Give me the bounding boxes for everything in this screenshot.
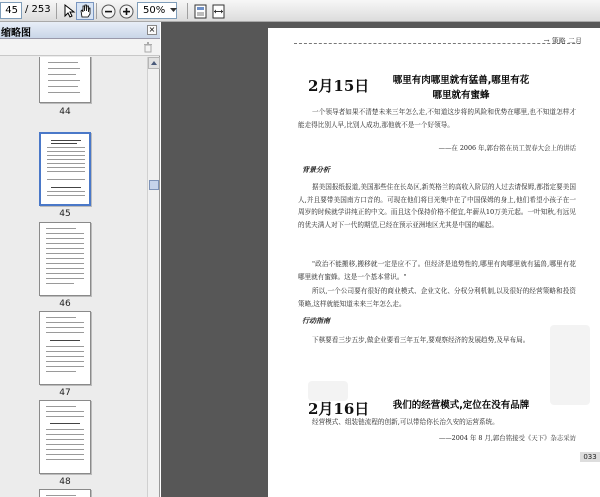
hand-icon bbox=[78, 4, 92, 18]
scrollbar-thumb[interactable] bbox=[149, 180, 159, 190]
zoom-out-icon bbox=[101, 4, 116, 19]
thumbnail-label: 47 bbox=[59, 388, 71, 398]
zoom-level-input[interactable]: 50% bbox=[137, 2, 177, 19]
entry-quote: 一个领导者如果不清楚未来三年怎么走,不知道这步将的风险和优势在哪里,也不知道怎样才能走得比别人早,比别人成功,那他就不是一个好领导。 bbox=[298, 108, 576, 129]
thumbnail-page[interactable] bbox=[39, 132, 91, 206]
entry-date: 2月15日 bbox=[308, 77, 370, 95]
thumbnail-page[interactable] bbox=[39, 311, 91, 385]
panel-title: 缩略图 bbox=[1, 28, 31, 39]
chevron-down-icon bbox=[170, 8, 177, 13]
toolbar bbox=[0, 0, 600, 22]
entry-signature: ——2004 年 8 月,郭台铭接受《天下》杂志采访 bbox=[438, 434, 576, 442]
panel-tools bbox=[0, 39, 160, 56]
entry-title-line: 哪里就有蜜蜂 bbox=[432, 90, 490, 101]
entry-quote: 经营模式、组装链流程的创新,可以带给你长治久安的运营系统。 bbox=[312, 418, 499, 426]
thumbnail-panel bbox=[0, 22, 160, 497]
hand-tool-button[interactable] bbox=[76, 2, 94, 20]
thumbnail-label: 46 bbox=[59, 299, 71, 309]
document-area[interactable] bbox=[161, 22, 600, 497]
body-paragraph: 下棋要看三步五步,做企业要看三年五年,要观察经济的发展趋势,及早布局。 bbox=[312, 336, 530, 344]
body-paragraph: 所以,一个公司要有很好的商业模式、企业文化、分权分利机制,以及很好的经营策略和投资策略,这样就能知道未来三年怎么走。 bbox=[298, 287, 576, 308]
cursor-icon bbox=[62, 4, 76, 18]
toolbar-separator bbox=[56, 3, 57, 19]
document-page bbox=[268, 28, 600, 497]
chevron-up-icon bbox=[149, 58, 159, 68]
entry-title bbox=[368, 73, 554, 103]
body-paragraph: 据美国报纸报道,美国那些住在长岛区,新英格兰的高收入阶层的人过去请保姆,都指定要美国人,并且要带美国南方口音的。可现在他们将目光集中在了中国保姆的身上,他们希望小孩子在一周岁的时候就学讲纯正的中文。而且这个保持价格不便宜,年薪从10万美元起。一叶知秋,有远见的优夫满人对下一代的期望,已经在预示亚洲地区尤其是中国的崛起。 bbox=[298, 183, 576, 229]
section-heading: 背景分析 bbox=[302, 165, 330, 174]
thumbnail-scrollbar[interactable] bbox=[147, 57, 159, 497]
page-number-input[interactable]: 45 bbox=[0, 2, 22, 19]
zoom-in-icon bbox=[119, 4, 134, 19]
page-header: → 策略 二月 bbox=[543, 37, 582, 45]
fit-page-icon bbox=[194, 4, 207, 19]
thumbnail-list bbox=[0, 57, 146, 497]
thumbnail-label: 48 bbox=[59, 477, 71, 487]
section-heading: 行动指南 bbox=[302, 316, 330, 325]
panel-header bbox=[0, 22, 160, 39]
entry-title-line: 哪里有肉哪里就有猛兽,哪里有花 bbox=[392, 75, 530, 86]
entry-date: 2月16日 bbox=[308, 400, 370, 418]
scroll-up-button[interactable] bbox=[148, 57, 160, 69]
thumbnail-page[interactable] bbox=[39, 222, 91, 296]
body-paragraph: "政治不能搬移,搬移就一定是应不了。但经济是追势性的,哪里有肉哪里就有猛兽,哪里有花哪里就有蜜蜂。这是一个基本常识。" bbox=[298, 260, 576, 281]
toolbar-separator bbox=[187, 3, 188, 19]
page-total: / 253 bbox=[25, 4, 51, 15]
thumbnail-page[interactable] bbox=[39, 489, 91, 497]
fit-width-icon bbox=[212, 4, 225, 19]
entry-title: 我们的经营模式,定位在没有品牌 bbox=[392, 400, 530, 411]
fit-page-button[interactable] bbox=[191, 2, 209, 20]
page-number: 033 bbox=[580, 452, 600, 462]
zoom-out-button[interactable] bbox=[99, 2, 117, 20]
thumbnail-label: 44 bbox=[59, 107, 71, 117]
entry-signature: ——在 2006 年,郭台铭在员工贺春大会上的讲话 bbox=[438, 144, 576, 152]
zoom-dropdown-button[interactable] bbox=[168, 3, 178, 18]
thumbnail-label: 45 bbox=[59, 209, 71, 219]
toolbar-separator bbox=[96, 3, 97, 19]
thumbnail-page[interactable] bbox=[39, 400, 91, 474]
fit-width-button[interactable] bbox=[209, 2, 227, 20]
trash-icon[interactable] bbox=[143, 42, 153, 53]
thumbnail-page[interactable] bbox=[39, 57, 91, 103]
zoom-in-button[interactable] bbox=[117, 2, 135, 20]
page-header-rule bbox=[294, 43, 580, 44]
panel-close-button[interactable]: × bbox=[148, 25, 156, 34]
